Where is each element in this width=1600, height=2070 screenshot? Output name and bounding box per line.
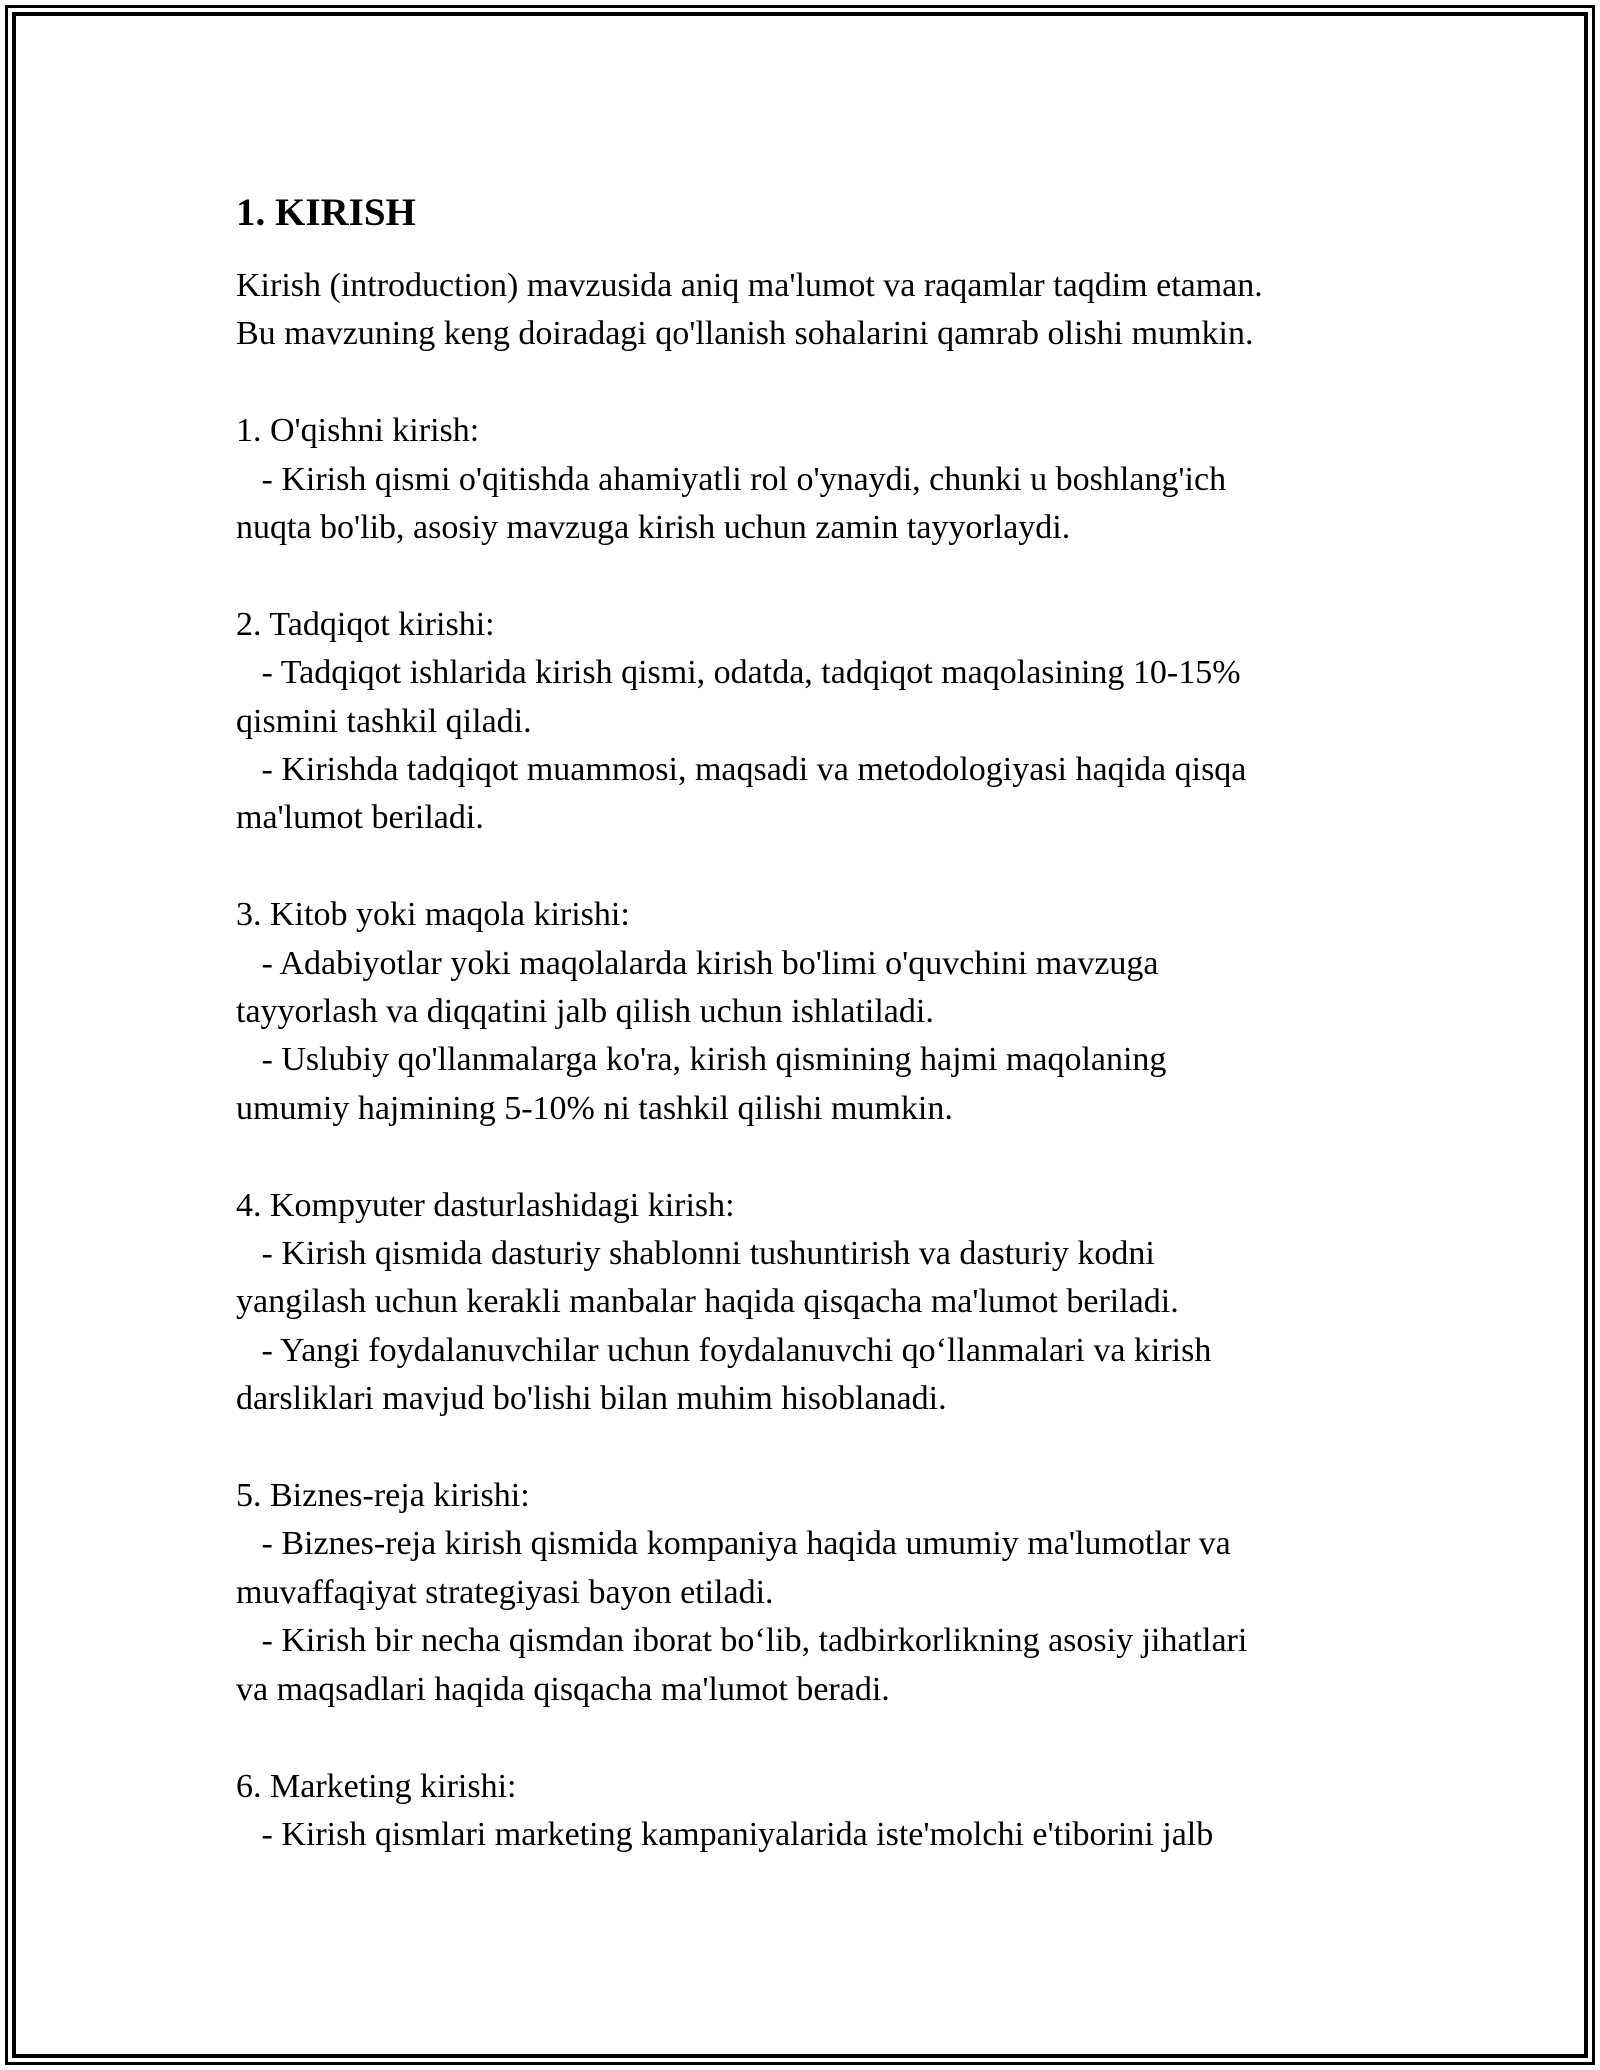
- list-item-title: 2. Tadqiqot kirishi:: [236, 605, 495, 643]
- list-item-text: - Uslubiy qo'llanmalarga ko'ra, kirish qismining hajmi maqolaning: [236, 1041, 1167, 1079]
- intro-line: Kirish (introduction) mavzusida aniq ma'lumot va raqamlar taqdim etaman.: [236, 267, 1263, 304]
- list-item-title: 5. Biznes-reja kirishi:: [236, 1477, 530, 1515]
- list-item-marketing: [236, 1763, 1361, 1860]
- list-item-book: [236, 891, 1361, 1133]
- list-item-text: - Biznes-reja kirish qismida kompaniya haqida umumiy ma'lumotlar va: [236, 1525, 1231, 1563]
- list-item-text: darsliklari mavjud bo'lishi bilan muhim hisoblanadi.: [236, 1380, 947, 1418]
- list-item-text: qismini tashkil qiladi.: [236, 702, 532, 740]
- list-item-text: - Kirish qismlari marketing kampaniyalarida iste'molchi e'tiborini jalb: [236, 1815, 1214, 1853]
- section-heading: 1. KIRISH: [236, 191, 416, 234]
- intro-paragraph: [236, 262, 1361, 359]
- list-item-text: umumiy hajmining 5-10% ni tashkil qilishi mumkin.: [236, 1089, 953, 1127]
- list-item-text: - Adabiyotlar yoki maqolalarda kirish bo'limi o'quvchini mavzuga: [236, 944, 1159, 982]
- list-item-text: - Yangi foydalanuvchilar uchun foydalanuvchi qo‘llanmalari va kirish: [236, 1331, 1212, 1369]
- list-item-text: tayyorlash va diqqatini jalb qilish uchun ishlatiladi.: [236, 993, 934, 1031]
- list-item-text: nuqta bo'lib, asosiy mavzuga kirish uchun zamin tayyorlaydi.: [236, 509, 1071, 547]
- list-item-text: - Tadqiqot ishlarida kirish qismi, odatda, tadqiqot maqolasining 10-15%: [236, 654, 1241, 692]
- list-item-reading: [236, 407, 1361, 552]
- list-item-text: va maqsadlari haqida qisqacha ma'lumot beradi.: [236, 1670, 890, 1708]
- list-item-text: ma'lumot beriladi.: [236, 799, 484, 837]
- list-item-research: [236, 601, 1361, 843]
- list-item-text: yangilash uchun kerakli manbalar haqida qisqacha ma'lumot beriladi.: [236, 1283, 1179, 1321]
- list-item-text: - Kirish qismida dasturiy shablonni tushuntirish va dasturiy kodni: [236, 1235, 1155, 1273]
- list-item-business-plan: [236, 1472, 1361, 1714]
- list-item-text: muvaffaqiyat strategiyasi bayon etiladi.: [236, 1573, 774, 1611]
- list-item-text: - Kirishda tadqiqot muammosi, maqsadi va metodologiyasi haqida qisqa: [236, 751, 1247, 789]
- list-item-title: 6. Marketing kirishi:: [236, 1767, 517, 1805]
- list-item-title: 3. Kitob yoki maqola kirishi:: [236, 896, 630, 934]
- list-item-title: 4. Kompyuter dasturlashidagi kirish:: [236, 1186, 735, 1224]
- paragraph-spacer: [236, 552, 1361, 600]
- list-item-programming: [236, 1182, 1361, 1424]
- paragraph-spacer: [236, 359, 1361, 407]
- list-item-title: 1. O'qishni kirish:: [236, 412, 480, 450]
- paragraph-spacer: [236, 1133, 1361, 1181]
- paragraph-spacer: [236, 1714, 1361, 1762]
- paragraph-spacer: [236, 1424, 1361, 1472]
- list-item-text: - Kirish bir necha qismdan iborat bo‘lib, tadbirkorlikning asosiy jihatlari: [236, 1622, 1248, 1660]
- intro-line: Bu mavzuning keng doiradagi qo'llanish sohalarini qamrab olishi mumkin.: [236, 315, 1254, 353]
- list-item-text: - Kirish qismi o'qitishda ahamiyatli rol o'ynaydi, chunki u boshlang'ich: [236, 460, 1227, 498]
- paragraph-spacer: [236, 843, 1361, 891]
- document-body: [236, 188, 1361, 1859]
